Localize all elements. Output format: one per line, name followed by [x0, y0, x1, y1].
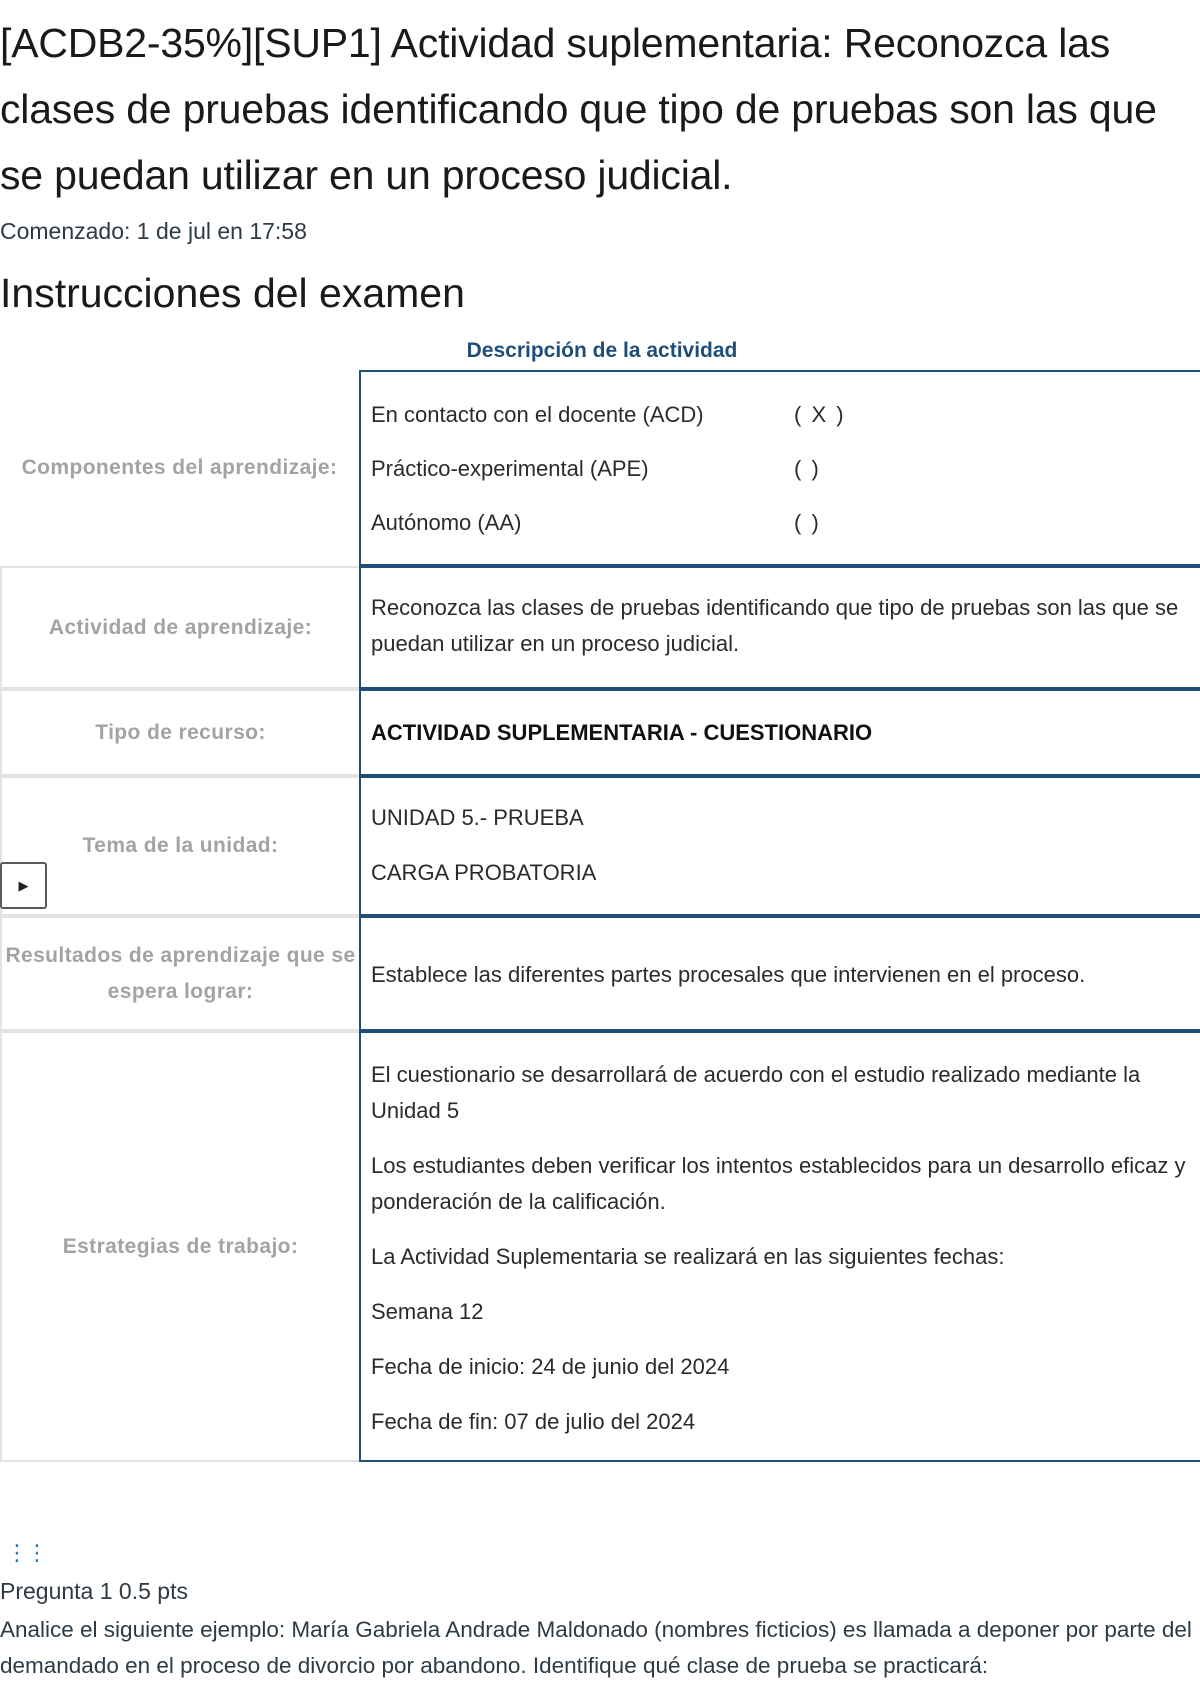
strategies-row — [0, 1031, 1200, 1462]
started-timestamp: Comenzado: 1 de jul en 17:58 — [0, 218, 307, 244]
unit-topic-line: UNIDAD 5.- PRUEBA — [371, 805, 584, 830]
component-item-mark: ( ) — [794, 456, 821, 481]
activity-cell — [359, 566, 1200, 689]
table-caption: Descripción de la actividad — [466, 339, 738, 362]
expected-results-value: Establece las diferentes partes procesales que intervienen en el proceso. — [371, 962, 1086, 987]
component-item-label: Práctico-experimental (APE) — [371, 456, 649, 481]
resource-type-value: ACTIVIDAD SUPLEMENTARIA - CUESTIONARIO — [371, 720, 873, 745]
strategy-line: Los estudiantes deben verificar los intentos establecidos para un desarrollo eficaz y ponderación de la calificación. — [371, 1153, 1186, 1214]
caret-right-icon: ▶ — [18, 877, 29, 893]
strategy-line: Fecha de fin: 07 de julio del 2024 — [371, 1409, 696, 1434]
component-item — [371, 442, 1190, 496]
components-cell — [359, 370, 1200, 566]
component-item — [371, 496, 1190, 550]
table-bottom-border — [359, 1460, 1200, 1462]
expected-results-label: Resultados de aprendizaje que se espera lograr: — [0, 916, 359, 1031]
resource-type-cell — [359, 689, 1200, 776]
strategy-line: La Actividad Suplementaria se realizará en las siguientes fechas: — [371, 1244, 1005, 1269]
component-item — [371, 388, 1190, 442]
resource-type-label: Tipo de recurso: — [0, 689, 359, 776]
sidebar-toggle-button[interactable] — [0, 862, 47, 909]
strategies-label: Estrategias de trabajo: — [0, 1031, 359, 1462]
drag-handle-icon[interactable]: ⋮⋮ — [6, 1540, 46, 1565]
activity-row — [0, 566, 1200, 689]
quiz-title: [ACDB2-35%][SUP1] Actividad suplementaria: Reconozca las clases de pruebas identificando que tipo de pruebas son las que se puedan utilizar en un proceso judicial. — [0, 20, 1157, 198]
question-text: Analice el siguiente ejemplo: María Gabriela Andrade Maldonado (nombres ficticios) es llamada a deponer por parte del demandado en el proceso de divorcio por abandono. Identifique qué clase de prueba se practicará: — [0, 1617, 1192, 1678]
unit-topic-line: CARGA PROBATORIA — [371, 860, 597, 885]
component-item-label: Autónomo (AA) — [371, 510, 522, 535]
component-item-mark: ( X ) — [794, 402, 846, 427]
strategy-line: El cuestionario se desarrollará de acuerdo con el estudio realizado mediante la Unidad 5 — [371, 1062, 1141, 1123]
components-row — [0, 370, 1200, 566]
unit-topic-row — [0, 776, 1200, 916]
unit-topic-label: Tema de la unidad: — [0, 776, 359, 916]
components-label: Componentes del aprendizaje: — [21, 456, 338, 479]
expected-results-row — [0, 916, 1200, 1031]
unit-topic-cell — [359, 776, 1200, 916]
strategy-line: Fecha de inicio: 24 de junio del 2024 — [371, 1354, 730, 1379]
instructions-heading: Instrucciones del examen — [0, 270, 465, 316]
strategies-cell — [359, 1031, 1200, 1462]
activity-value: Reconozca las clases de pruebas identificando que tipo de pruebas son las que se puedan utilizar en un proceso judicial. — [371, 595, 1179, 656]
activity-label: Actividad de aprendizaje: — [0, 566, 359, 689]
question-header: Pregunta 1 0.5 pts — [0, 1578, 188, 1604]
component-item-label: En contacto con el docente (ACD) — [371, 402, 704, 427]
strategy-line: Semana 12 — [371, 1299, 484, 1324]
resource-type-row — [0, 689, 1200, 776]
expected-results-cell — [359, 916, 1200, 1031]
component-item-mark: ( ) — [794, 510, 821, 535]
